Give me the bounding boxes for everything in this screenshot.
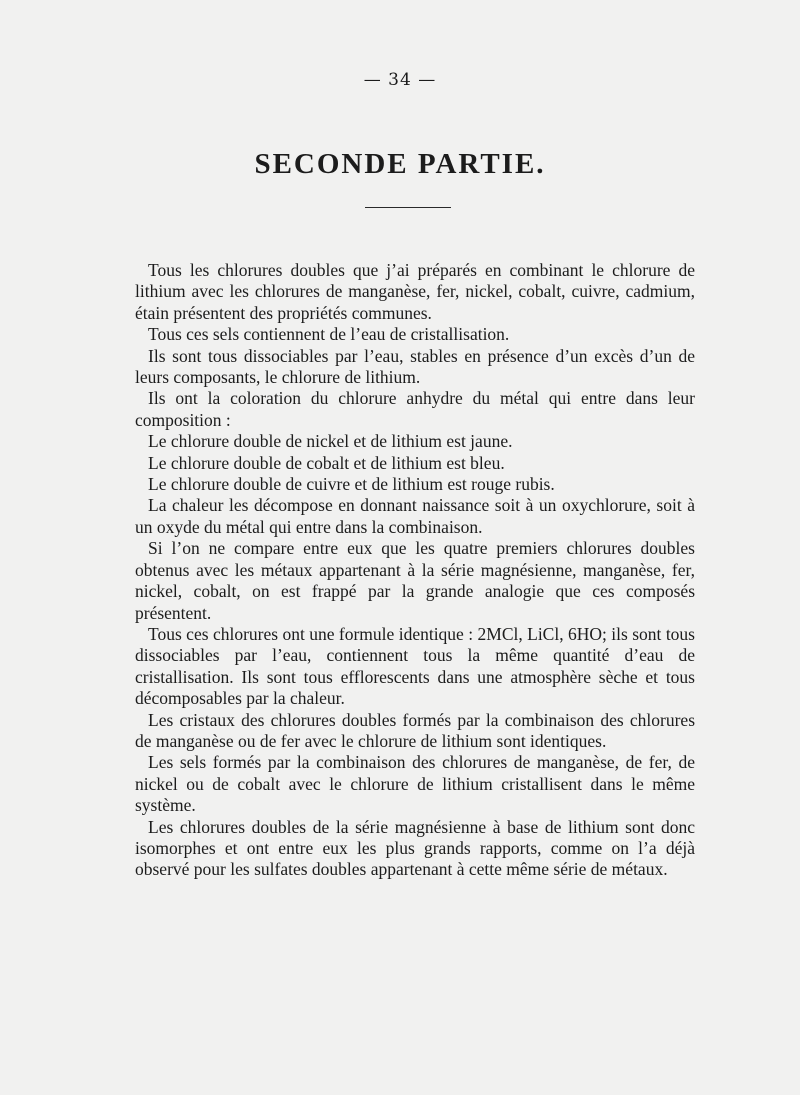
paragraph: Si l’on ne compare entre eux que les quatre premiers chlorures doubles obtenus avec les métaux appartenant à la série magnésienne, manganèse, fer, nickel, cobalt, on est frappé par la grande analogie que ces composés présentent. — [135, 538, 695, 623]
paragraph: Les sels formés par la combinaison des chlorures de manganèse, de fer, de nickel ou de cobalt avec le chlorure de lithium cristallisent dans le même système. — [135, 752, 695, 816]
paragraph: Le chlorure double de nickel et de lithium est jaune. — [148, 431, 513, 452]
page-number: — 34 — — [363, 70, 437, 90]
paragraph: La chaleur les décompose en donnant naissance soit à un oxychlorure, soit à un oxyde du métal qui entre dans la combinaison. — [135, 495, 695, 537]
paragraph: Les cristaux des chlorures doubles formés par la combinaison des chlorures de manganèse ou de fer avec le chlorure de lithium sont identiques. — [135, 709, 695, 751]
title-divider — [365, 207, 451, 208]
paragraph: Tous les chlorures doubles que j’ai préparés en combinant le chlorure de lithium avec les chlorures de manganèse, fer, nickel, cobalt, cuivre, cadmium, étain présentent des propriétés communes. — [135, 260, 695, 323]
paragraph: Ils sont tous dissociables par l’eau, stables en présence d’un excès d’un de leurs composants, le chlorure de lithium. — [135, 345, 695, 388]
body-text — [135, 260, 695, 881]
paragraph: Tous ces chlorures ont une formule identique : 2MCl, LiCl, 6HO; ils sont tous dissociables par l’eau, contiennent tous la même quantité d’eau de cristallisation. Ils sont tous efflorescents dans une atmosphère sèche et tous décomposables par la chaleur. — [135, 623, 695, 709]
paragraph: Le chlorure double de cuivre et de lithium est rouge rubis. — [148, 474, 555, 495]
paragraph: Les chlorures doubles de la série magnésienne à base de lithium sont donc isomorphes et ont entre eux les plus grands rapports, comme on l’a déjà observé pour les sulfates doubles appartenant à cette même série de métaux. — [135, 816, 695, 880]
paragraph: Tous ces sels contiennent de l’eau de cristallisation. — [148, 324, 510, 345]
paragraph: Le chlorure double de cobalt et de lithium est bleu. — [148, 452, 505, 473]
paragraph: Ils ont la coloration du chlorure anhydre du métal qui entre dans leur composition : — [135, 388, 695, 430]
page-title: SECONDE PARTIE. — [254, 148, 546, 180]
